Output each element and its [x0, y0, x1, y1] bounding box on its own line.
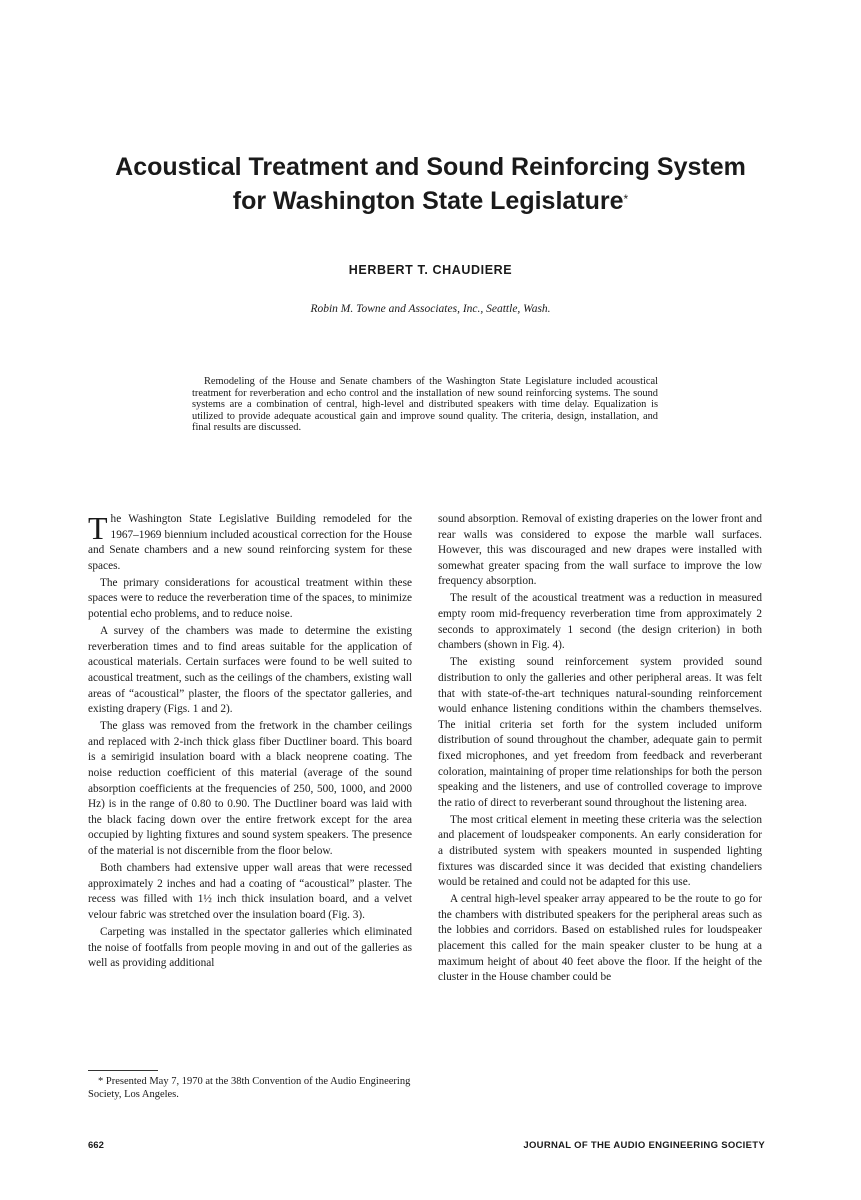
paragraph: The Washington State Legislative Building remodeled for the 1967–1969 biennium included acoustical correction for the House and Senate chambers and a new sound reinforcing system for these spaces. — [88, 510, 412, 572]
paragraph: The result of the acoustical treatment was a reduction in measured empty room mid-frequency reverberation time from approximately 2 seconds to approximately 1 second (the design criterion) in both chambers (shown in Fig. 4). — [438, 592, 762, 652]
paragraph: The primary considerations for acoustical treatment within these spaces were to reduce the reverberation time of the spaces, to minimize potential echo problems, and to reduce noise. — [88, 576, 412, 621]
footnote: * Presented May 7, 1970 at the 38th Convention of the Audio Engineering Society, Los Angeles. — [88, 1076, 411, 1100]
drop-cap: T — [88, 510, 108, 546]
journal-name: JOURNAL OF THE AUDIO ENGINEERING SOCIETY — [523, 1140, 765, 1151]
body-column-right — [438, 512, 762, 987]
paragraph: sound absorption. Removal of existing draperies on the lower front and rear walls was considered to expose the marble wall surfaces. However, this was discouraged and new drapes were installed with somewhat greater spacing from the wall surface to improve the low frequency absorption. — [438, 513, 762, 588]
abstract: Remodeling of the House and Senate chambers of the Washington State Legislature included acoustical treatment for reverberation and echo control and the installation of new sound reinforcing systems. The sound systems are a combination of central, high-level and distributed speakers with time delay. Equalization is utilized to provide adequate acoustical gain and improve sound quality. The criteria, design, installation, and final results are discussed. — [192, 376, 658, 434]
paragraph: Both chambers had extensive upper wall areas that were recessed approximately 2 inches and had a coating of “acoustical” plaster. The recess was filled with 1½ inch thick insulation board, and a velvet velour fabric was stretched over the insulation board (Fig. 3). — [88, 862, 412, 921]
paragraph: The most critical element in meeting these criteria was the selection and placement of loudspeaker components. An early consideration for a distributed system with speakers mounted in suspended lighting fixtures was discarded since it was decided that existing chandeliers would be retained and could not be adapted for this use. — [438, 813, 762, 889]
author-affiliation: Robin M. Towne and Associates, Inc., Seattle, Wash. — [310, 303, 551, 315]
paragraph: The existing sound reinforcement system provided sound distribution to only the galleries and other peripheral areas. It was felt that with state-of-the-art techniques natural-sounding reinforcement would enhance listening conditions within the chambers themselves. The initial criteria set forth for the system included uniform distribution of sound throughout the chamber, adequate gain to permit fixed microphones, and yet freedom from feedback and reverberant coloration, maintaining of proper time relationships for both the person speaking and the listeners, and use of controlled coverage to improve the ratio of direct to reverberant sound throughout the listening area. — [438, 656, 762, 809]
footnote-divider — [88, 1070, 158, 1071]
paragraph: The glass was removed from the fretwork in the chamber ceilings and replaced with 2-inch thick glass fiber Ductliner board. This board is a semirigid insulation board with a black neoprene coating. The noise reduction coefficient of this material (average of the sound absorption coefficients at the frequencies of 250, 500, 1000, and 2000 Hz) is in the range of 0.80 to 0.90. The Ductliner board was laid with the black facing down over the entire fretwork except for the area occupied by lighting fixtures and sound system speakers. The presence of the material is not discernible from the floor below. — [88, 720, 412, 857]
body-column-left — [88, 512, 412, 973]
page-number: 662 — [88, 1140, 104, 1151]
paragraph: Carpeting was installed in the spectator galleries which eliminated the noise of footfalls from people moving in and out of the galleries as well as providing additional — [88, 925, 412, 970]
paragraph: A survey of the chambers was made to determine the existing reverberation times and to find areas suitable for the application of acoustical materials. Certain surfaces were found to be well suited to acoustical treatment, such as the ceilings of the chambers, existing wall areas of “acoustical” plaster, the floors of the spectator galleries, and existing drapery (Figs. 1 and 2). — [88, 625, 412, 716]
title-line-1: Acoustical Treatment and Sound Reinforcing System — [115, 153, 746, 181]
author-name: HERBERT T. CHAUDIERE — [348, 263, 513, 277]
title-footnote-mark[interactable]: * — [623, 192, 629, 206]
title-line-2: for Washington State Legislature — [232, 187, 624, 215]
paragraph: A central high-level speaker array appeared to be the route to go for the chambers with distributed speakers for the peripheral areas such as the lobbies and corridors. Based on established rules for loudspeaker placement this called for the main speaker cluster to be hung at a maximum height of about 40 feet above the floor. If the height of the cluster in the House chamber could be — [438, 893, 762, 984]
article-title — [60, 150, 801, 218]
